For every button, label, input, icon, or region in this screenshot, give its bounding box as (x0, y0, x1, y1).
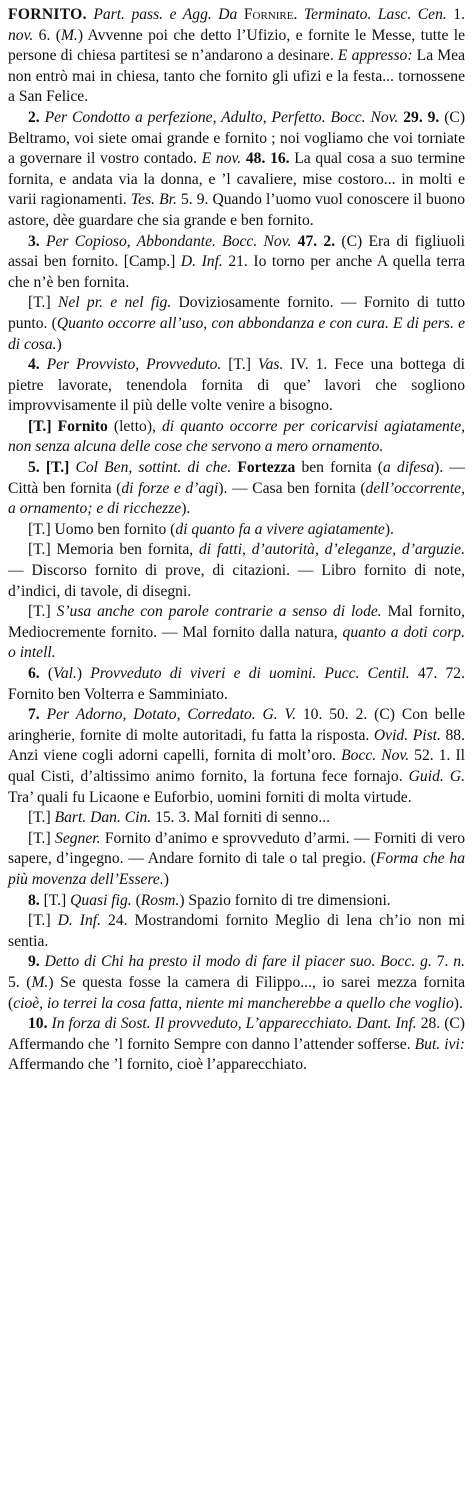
bold-text: 5. [T.] (28, 459, 70, 477)
text-run: 1. (446, 6, 465, 23)
text-run: [T.] (28, 829, 56, 847)
entry-paragraph-sense (8, 417, 465, 458)
italic-text: Provveduto di viveri e di uomini. Pucc. Centil. (90, 665, 410, 682)
text-run: ( (131, 891, 141, 909)
text-run: La Mea non entrò mai in chiesa, tanto che fornito gli ufizi e la festa... tornossene a San Felice. (8, 47, 465, 106)
entry-paragraph-sense (8, 458, 465, 520)
text-run: ) Spazio fornito di tre dimensioni. (179, 891, 391, 909)
italic-text: Detto di Chi ha presto il modo di fare il piacer suo. Bocc. g. (39, 953, 432, 971)
italic-text: In forza di Sost. Il provveduto, L’apparecchiato. Dant. Inf. (47, 1015, 417, 1033)
italic-text: Part. pass. e Agg. Da (86, 6, 244, 23)
entry-paragraph-sense (8, 232, 465, 294)
italic-text: Nel pr. e nel fig. (57, 294, 172, 312)
text-run: ) (76, 665, 91, 682)
entry-paragraph-sense (8, 520, 465, 541)
text-run: ) (163, 870, 169, 888)
text-run: 6. ( (33, 26, 61, 44)
text-run: ) Se questa fosse la camera di Filippo..., io sarei mezza fornita ( (8, 973, 465, 1012)
italic-text: D. Inf. (57, 912, 102, 930)
text-run: — Discorso fornito di prove, di citazioni. — Libro fornito di note, d’indici, di tavole, di disegni. (8, 562, 465, 600)
italic-text: D. Inf. (180, 253, 223, 271)
text-run: [T.] Uomo ben fornito ( (28, 520, 176, 538)
bold-text: 8. (28, 891, 40, 909)
cross-reference: Fornire. (243, 6, 298, 23)
text-run: (C) Era di figliuoli assai ben fornito. [Camp.] (8, 232, 465, 271)
text-run: 28. (C) Affermando che ’l fornito Sempre con danno l’attender sofferse. (8, 1015, 465, 1053)
text-run: Mal fornito, Mediocremente fornito. — Mal fornito dalla natura, (8, 603, 465, 641)
italic-text: di fatti, d’autorità, d’eleganze, d’arguzie. (198, 541, 465, 559)
italic-text: Per Condotto a perfezione, Adulto, Perfetto. Bocc. Nov. (39, 108, 399, 126)
text-run: ). (181, 500, 191, 518)
italic-text: Col Ben, sottint. di che. (69, 459, 232, 477)
text-run: ( (39, 665, 54, 682)
italic-text: Quasi fig. (70, 891, 132, 909)
italic-text: Quanto occorre all’uso, con abbondanza e con cura. E di pers. e di cosa. (8, 314, 465, 353)
dictionary-entry-fornito (8, 5, 465, 1076)
italic-text: But. ivi: (414, 1035, 465, 1053)
bold-text: 6. (28, 665, 40, 682)
italic-text: Val. (53, 665, 77, 682)
text-run: [T.] (28, 603, 57, 621)
entry-paragraph-sense (8, 705, 465, 808)
text-run: Affermando che ’l fornito, cioè l’apparecchiato. (8, 1056, 307, 1074)
text-run: IV. 1. Fece una bottega di pietre lavorate, tenendola fornita di que’ lavori che sogliono improvvisamente il più delle volte venire a bisogno. (8, 356, 466, 415)
entry-paragraph-sense (8, 602, 465, 664)
entry-paragraph-sense (8, 829, 465, 891)
italic-text: Segner. (55, 829, 101, 847)
italic-text: Terminato. Lasc. Cen. (297, 6, 447, 23)
italic-text: M. (31, 973, 49, 991)
italic-text: di quanto fa a vivere agiatamente (175, 520, 385, 538)
text-run: La qual cosa a suo termine fornita, e andata via la donna, e ’l cavaliere, mise costoro... in molti e varii ragionamenti. (8, 150, 465, 209)
italic-text: di quanto occorre per coricarvisi agiatamente, non senza alcuna delle cose che servono a mero ornamento. (8, 417, 466, 456)
text-run: ). — Casa ben fornita ( (218, 479, 366, 497)
entry-paragraph-sense (8, 1014, 465, 1076)
text-run: 88. Anzi viene cogli adorni capelli, fornita di molt’oro. (8, 726, 466, 765)
text-run: ) Avvenne poi che detto l’Ufizio, e fornite le Messe, tutte le persone di chiesa partitesi se n’andarono a desinare. (8, 26, 466, 65)
text-run: [T.] (28, 294, 58, 312)
bold-text: 4. (28, 356, 40, 374)
entry-paragraph-sense (8, 952, 465, 1014)
entry-paragraph-sense (8, 355, 465, 417)
italic-text: cioè, io terrei la cosa fatta, niente mi mancherebbe a quello che voglio (13, 994, 454, 1012)
italic-text: dell’occorrente, a ornamento; e di ricchezze (8, 479, 465, 518)
text-run: 21. Io torno per anche A quella terra che n’è ben fornita. (8, 253, 465, 291)
italic-text: Vas. (257, 356, 284, 374)
bold-text: 47. 2. (291, 232, 336, 250)
bold-text: 10. (28, 1015, 48, 1033)
bold-text: 48. 16. (241, 150, 290, 168)
entry-paragraph-sense (8, 664, 465, 705)
text-run: (letto), (107, 417, 162, 435)
entry-paragraph-sense (8, 108, 465, 232)
text-run: ben fornita ( (295, 459, 383, 477)
text-run: (C) Beltramo, voi siete omai grande e fornito ; noi vogliamo che voi torniate a governare il vostro contado. (8, 108, 466, 168)
bold-text: 29. 9. (398, 108, 440, 126)
text-run: 5. ( (8, 973, 32, 991)
italic-text: quanto a doti corp. o intell. (8, 623, 465, 662)
bold-text: 3. (28, 232, 40, 250)
italic-text: Per Copioso, Abbondante. Bocc. Nov. (39, 232, 292, 250)
text-run: 10. 50. 2. (C) Con belle aringherie, fornite di molte autoritadi, fu fatta la risposta. (8, 706, 465, 744)
italic-text: n. (453, 953, 465, 971)
text-run: 15. 3. Mal forniti di senno... (151, 809, 331, 827)
italic-text: S’usa anche con parole contrarie a senso di lode. (56, 603, 382, 621)
entry-paragraph-definition (8, 5, 465, 108)
text-run: Fornito d’animo e sprovveduto d’armi. — Forniti di vero sapere, d’ingegno. — Andare fornito di tale o tal pregio. ( (8, 829, 465, 868)
italic-text: Bocc. Nov. (341, 747, 410, 765)
text-run: 52. 1. Il qual Cisti, d’altissimo animo fornito, la fortuna fece fornajo. (8, 747, 465, 785)
italic-text: M. (60, 26, 78, 44)
text-run: 24. Mostrandomi fornito Meglio di lena ch’io non mi sentia. (8, 912, 466, 950)
bold-text: 7. (28, 706, 40, 724)
italic-text: Per Provvisto, Provveduto. (39, 356, 222, 374)
entry-paragraph-sense (8, 808, 465, 829)
italic-text: Per Adorno, Dotato, Corredato. G. V. (39, 706, 296, 724)
text-run: Tra’ quali fu Licaone e Euforbio, uomini forniti di molta virtude. (8, 788, 412, 806)
italic-text: Bart. Dan. Cin. (54, 809, 152, 827)
italic-text: nov. (8, 26, 34, 44)
entry-paragraph-sense (8, 911, 465, 952)
italic-text: Forma che ha più movenza dell’Essere. (8, 850, 465, 888)
text-run: ). (384, 520, 394, 538)
bold-text: Fortezza (231, 459, 296, 477)
text-run: [T.] (39, 891, 71, 909)
text-run: ). (453, 994, 463, 1012)
text-run: 7. (431, 953, 454, 971)
italic-text: di forze e d’agi (121, 479, 219, 497)
headword: FORNITO. (8, 6, 87, 23)
text-run: Doviziosamente fornito. — Fornito di tutto punto. ( (8, 294, 465, 332)
text-run: [T.] (28, 912, 58, 930)
italic-text: Rosm. (140, 891, 180, 909)
bold-text: [T.] Fornito (28, 417, 108, 435)
entry-paragraph-sense (8, 540, 465, 602)
italic-text: a difesa (383, 459, 435, 477)
text-run: [T.] (28, 809, 55, 827)
italic-text: Ovid. Pist. (373, 726, 441, 744)
italic-text: E nov. (201, 150, 242, 168)
bold-text: 2. (28, 108, 40, 126)
text-run: [T.] (221, 356, 258, 374)
text-run: ) (56, 335, 62, 353)
bold-text: 9. (28, 953, 40, 971)
text-run: [T.] Memoria ben fornita, (28, 541, 199, 559)
text-run: 47. 72. Fornito ben Volterra e Samminiato. (8, 665, 466, 703)
italic-text: Tes. Br. (130, 191, 177, 209)
text-run: 5. 9. Quando l’uomo vuol conoscere il buono astore, dèe guardare che sia grande e ben fornito. (8, 191, 465, 229)
entry-paragraph-sense (8, 293, 465, 355)
italic-text: Guid. G. (408, 767, 465, 785)
text-run: ). — Città ben fornita ( (8, 459, 465, 497)
italic-text: E appresso: (337, 47, 413, 65)
entry-paragraph-sense (8, 891, 465, 912)
